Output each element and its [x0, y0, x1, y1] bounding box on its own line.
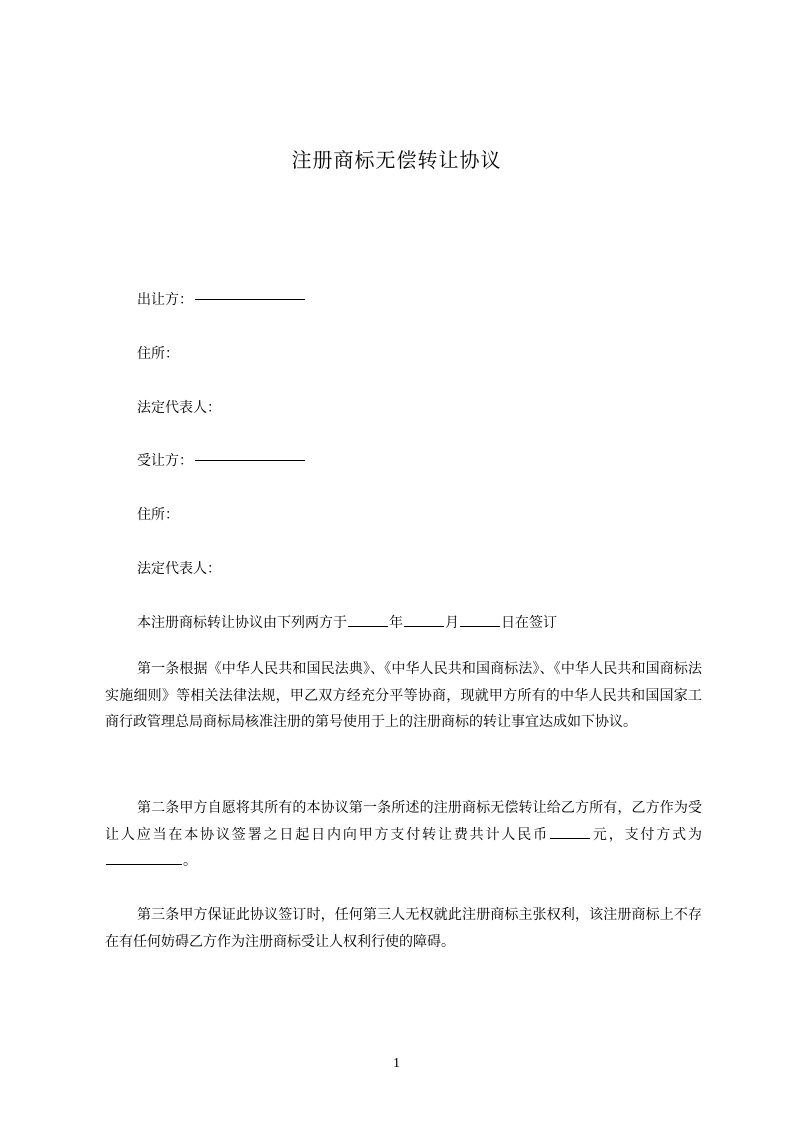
amount-blank: [550, 824, 590, 839]
assignor-field: [137, 291, 305, 309]
article-2-text: 第二条甲方自愿将其所有的本协议第一条所述的注册商标无偿转让给乙方所有，乙方作为受让人应当在本协议签署之日起日内向甲方支付转让费共计人民币: [105, 800, 702, 843]
assignor-rep-label: 法定代表人：: [137, 400, 221, 416]
assignor-label: 出让方：: [137, 292, 193, 308]
assignee-address-label: 住所：: [137, 507, 179, 523]
assignor-blank-line: [195, 299, 305, 300]
year-label: 年: [389, 615, 403, 631]
assignee-field: [137, 452, 305, 470]
day-label: 日在签订: [501, 615, 557, 631]
article-1: 第一条根据《中华人民共和国民法典》、《中华人民共和国商标法》、《中华人民共和国商标法实施细则》等相关法律法规，甲乙双方经充分平等协商，现就甲方所有的中华人民共和国国家工商行政管理总局商标局核准注册的第号使用于上的注册商标的转让事宜达成如下协议。: [105, 661, 702, 730]
article-3: 第三条甲方保证此协议签订时，任何第三人无权就此注册商标主张权利，该注册商标上不存在有任何妨碍乙方作为注册商标受让人权利行使的障碍。: [105, 907, 702, 950]
article-2: [105, 795, 702, 875]
article-2-end: 。: [183, 853, 197, 869]
document-title: 注册商标无偿转让协议: [291, 148, 502, 172]
assignee-rep-label: 法定代表人：: [137, 561, 221, 577]
day-blank: [460, 612, 500, 627]
assignor-address-label: 住所：: [137, 346, 179, 362]
signing-line: [137, 612, 557, 632]
assignor-rep-field: [137, 399, 221, 417]
assignee-blank-line: [195, 460, 305, 461]
assignee-label: 受让方：: [137, 453, 193, 469]
assignee-rep-field: [137, 560, 221, 578]
month-blank: [404, 612, 444, 627]
month-label: 月: [445, 615, 459, 631]
signing-prefix: 本注册商标转让协议由下列两方于: [137, 615, 347, 631]
assignor-address-field: [137, 345, 179, 363]
page-number: 1: [393, 1056, 400, 1071]
year-blank: [348, 612, 388, 627]
assignee-address-field: [137, 506, 179, 524]
article-2-unit: 元，支付方式为: [591, 826, 702, 843]
payment-method-blank: [106, 850, 182, 865]
